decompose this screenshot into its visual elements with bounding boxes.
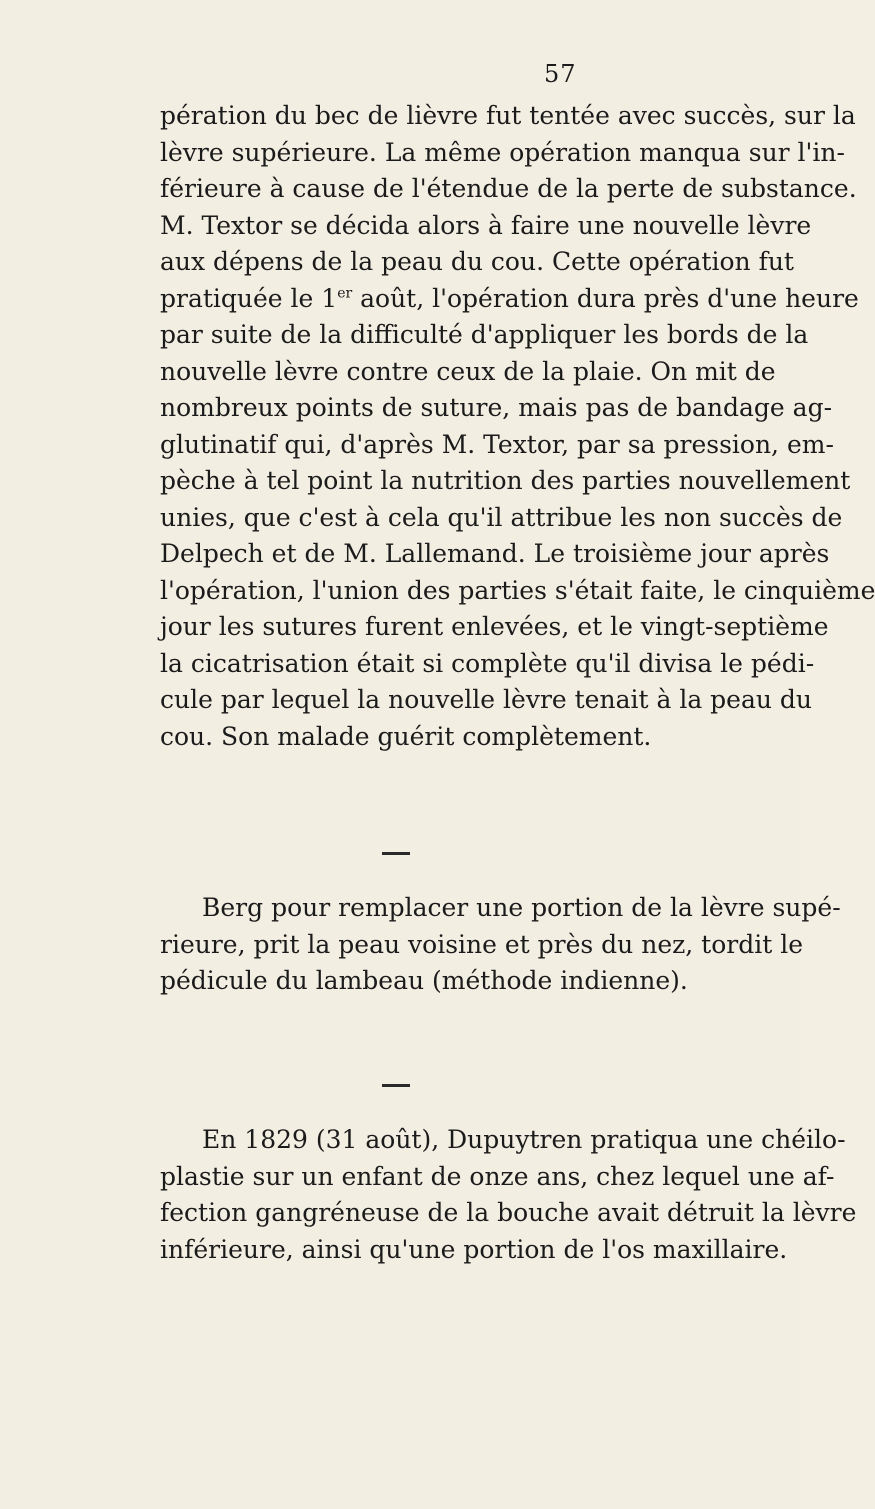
line-start: pratiquée le 1 xyxy=(160,283,338,313)
paragraph-dupuytren xyxy=(160,1122,857,1268)
text-line: inférieure, ainsi qu'une portion de l'os maxillaire. xyxy=(160,1234,788,1264)
section-divider xyxy=(382,1084,410,1087)
text-line: fection gangréneuse de la bouche avait détruit la lèvre xyxy=(160,1198,857,1227)
text-line: M. Textor se décida alors à faire une nouvelle lèvre xyxy=(160,210,812,240)
text-line: pédicule du lambeau (méthode indienne). xyxy=(160,966,688,995)
section-divider xyxy=(382,852,410,855)
text-line: lèvre supérieure. La même opération manqua sur l'in- xyxy=(160,137,845,167)
text-line: pération du bec de lièvre fut tentée avec succès, sur la xyxy=(160,101,856,130)
page-number: 57 xyxy=(544,60,577,88)
text-line: rieure, prit la peau voisine et près du nez, tordit le xyxy=(160,929,804,959)
paragraph-textor xyxy=(160,98,875,755)
ordinal-superscript: er xyxy=(337,285,353,302)
text-line: jour les sutures furent enlevées, et le vingt-septième xyxy=(160,612,829,641)
text-line: unies, que c'est à cela qu'il attribue les non succès de xyxy=(160,502,843,532)
text-line: cule par lequel la nouvelle lèvre tenait à la peau du xyxy=(160,685,813,714)
text-line: Berg pour remplacer une portion de la lèvre supé- xyxy=(202,893,841,922)
text-line: cou. Son malade guérit complètement. xyxy=(160,721,652,751)
text-line: par suite de la difficulté d'appliquer les bords de la xyxy=(160,320,809,349)
text-line: pèche à tel point la nutrition des parties nouvellement xyxy=(160,466,851,495)
text-line: l'opération, l'union des parties s'était faite, le cinquième xyxy=(160,575,875,605)
text-line: plastie sur un enfant de onze ans, chez lequel une af- xyxy=(160,1161,835,1191)
text-line: aux dépens de la peau du cou. Cette opération fut xyxy=(160,247,794,276)
text-line: Delpech et de M. Lallemand. Le troisième jour après xyxy=(160,539,830,568)
text-line: nombreux points de suture, mais pas de bandage ag- xyxy=(160,393,833,422)
paragraph-berg xyxy=(160,890,841,1000)
line-rest: août, l'opération dura près d'une heure xyxy=(352,283,859,313)
text-line: glutinatif qui, d'après M. Textor, par sa pression, em- xyxy=(160,429,834,459)
text-line: En 1829 (31 août), Dupuytren pratiqua une chéilo- xyxy=(202,1125,846,1154)
text-line-with-date xyxy=(160,281,859,318)
text-line: férieure à cause de l'étendue de la perte de substance. xyxy=(160,174,857,203)
text-line: la cicatrisation était si complète qu'il divisa le pédi- xyxy=(160,648,815,678)
text-line: nouvelle lèvre contre ceux de la plaie. On mit de xyxy=(160,356,776,386)
